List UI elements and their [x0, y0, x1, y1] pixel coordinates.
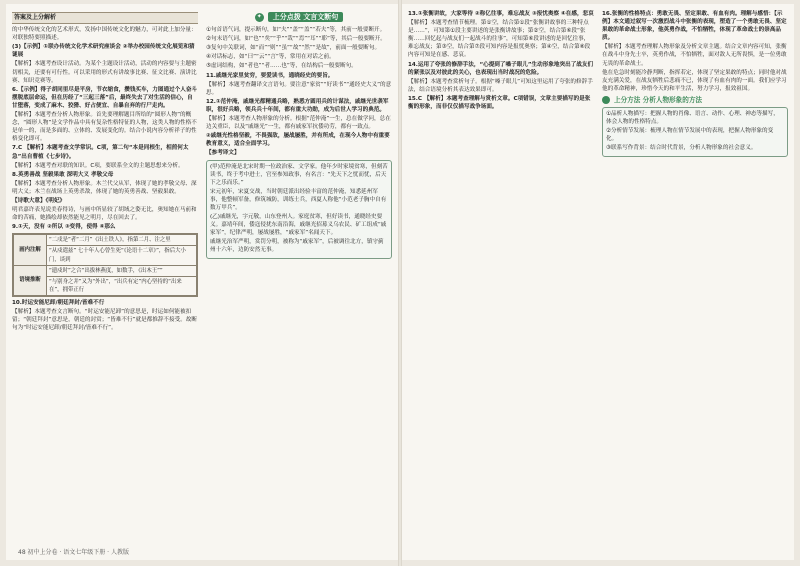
answer-paragraph: (3)【示例】①联办传统文化学术研究座谈会 ②举办校园传统文化展览和猜谜展: [12, 44, 195, 59]
answer-paragraph: ②戚继光性格坚毅，不畏强敌，屡战屡胜，并有所成，在现今人物中有重要教育意义，适合全面学习。: [206, 133, 390, 148]
answer-paragraph: 6.【示例】得子胡同里尽是平房，节衣缩食，攒钱买车，力图通过个人奋斗摆脱底层命运，但在历经了“三起三落”后，最终失去了对生活的信心，自甘堕落，变成了麻木、狡猾、好占便宜、自暴自弃的行尸走肉。: [12, 86, 198, 109]
right-column-2: [602, 10, 788, 548]
answer-paragraph: 的中华传统文化的艺术形式，发扬中国传统文化的魅力，可对此上加分量：对联独特要照描述。: [12, 27, 197, 42]
poem-translation: 明君嘉许表见说美春得诗，与画中所显较了胡域之姿无比，奥知她在马前和命的苦痛，她描绘却依然能见之明月，尽在回去了。: [12, 207, 197, 222]
answer-paragraph: 【解析】本题考查理解人物形象及分析文章主题。结合文章内容可知，张衡在战斗中身先士卒，英勇作战，不怕牺牲，面对敌人无所畏惧，是一位勇敢无畏的革命战士。: [602, 44, 787, 67]
tip-banner-label: 上分点拨 文言文断句: [268, 12, 343, 22]
translation-paragraph: (乙)戚继光，字元敬，山东登州人。家庭贫寒，但好读书，通晓经史要义。嘉靖年间，倭寇侵扰东南沿海，戚继光招募义乌农民、矿工组成“戚家军”，纪律严明，屡战屡胜，“戚家军”名闻天下。: [210, 214, 387, 237]
answer-paragraph: 【解析】本题考查分析人物形象。木兰代父从军，体现了她的孝敬父母、深明大义；木兰在战场上英勇杀敌，体现了她的英勇善战、坚毅果敢。: [12, 180, 197, 195]
tip-banner: [206, 12, 392, 22]
method-icon: [602, 96, 610, 104]
answer-paragraph: 13.①张衡讲故，大家等待 ②称亿往事，难忘战友 ③报忧奥察 ④在感，悲哀: [408, 11, 594, 17]
answer-paragraph: 14.运用了夸张的修辞手法，“心提到了嗓子眼儿”生动形象地突出了战友们的紧张以及对彼此的关心，也表现出当时战况的危险。: [408, 61, 594, 76]
method-heading-label: 上分方法 分析人物形象的方法: [614, 95, 703, 104]
answer-paragraph: 【解析】本题考查赏析句子。根据“嗓子眼儿”可知这里运用了夸张的修辞手法，结合语境分析其表达效果即可。: [408, 78, 593, 93]
answer-paragraph: 7.C 【解析】本题考查文学常识。C项，第二句“本是同根生，相煎何太急”出自曹植《七步诗》。: [12, 145, 189, 160]
method-item: ③联系写作背景：结合时代背景，分析人物形象的社会意义。: [606, 145, 757, 152]
method-heading: [602, 96, 788, 104]
poem-title: 【诗歌大意】《明妃》: [12, 197, 66, 204]
table-cell: “从戍遣兹” 七十年人心曾生死“《论语十二章》”，指后大小门，谈到: [47, 246, 197, 265]
left-column-1: [12, 10, 198, 548]
answer-paragraph: 9.①天，没有 ②所以 ③变得，使得 ④那么: [12, 224, 116, 231]
translation-paragraph: (甲)范仲淹是北宋时期一位政治家、文学家。他年少时家境贫寒，但刻苦读书，终于考中进士，官至参知政事，有名言：“先天下之忧而忧，后天下之乐而乐。”: [210, 163, 388, 186]
tip-item: ②句末语气词，如“也”“矣”“乎”“哉”“焉”“耳”“耶”等，其后一般要断开。: [206, 36, 386, 43]
tip-item: ④对话标志，如“曰”“云”“言”等，常用在对话之前。: [206, 54, 335, 61]
answer-paragraph: 【解析】本题考查情节梳理。第①空，结合第①段“张衡讲故事的三种特点是……”，可知第①段主要讲述的是张衡讲故事；第②空，结合第⑥段“张衡……回忆起与战友们一起战斗的往事”，可知第⑥段讲述的是回忆往事，难忘战友；第③空，结合第⑦段可知内容是报忧奥察；第④空，结合第⑧段内容可知是在感、悲哀。: [408, 20, 591, 59]
tip-item: ①句首语气词，提示断句，如“夫”“盖”“盖”“若夫”等，其前一般要断开。: [206, 27, 386, 34]
answer-paragraph: 15.C 【解析】本题考查理解与赏析文章。C项错误，文章主要描写的是张衡的形象，而非仅仅描写战争场面。: [408, 95, 591, 111]
answer-paragraph: 10.时运安能尼卸/朝廷拜封/皆难不行: [12, 299, 105, 306]
answer-paragraph: 11.戚继光家里贫穷，要爱读书，通晓经史的要旨。: [206, 72, 334, 79]
answer-paragraph: 12.①范仲淹，戚继光都精通兵略，熟悉方圆用兵的计谋法，戚继光世袭军职，很好兵略，领兵兵十年间，都有重大功勋，成为后世人学习的典范。: [206, 98, 389, 113]
right-column-1: [408, 10, 594, 548]
answer-paragraph: 8.英勇善战 坚毅果敢 深明大义 孝敬父母: [12, 171, 114, 178]
left-page: [6, 4, 398, 560]
answer-paragraph: 【解析】本题考查人物形象的分析。根据“范仲淹”一生，总在做学问，总在边关重臣，以及“戚继光”一生，都有戚家军抗倭功劳，都有一致点。: [206, 116, 391, 131]
table-row: [14, 265, 197, 276]
right-page: [402, 4, 794, 560]
tip-item: ③复句中关联词，如“而”“则”“虽”“故”“然”“是故”，前面一般要断句。: [206, 45, 381, 52]
answer-paragraph: 他在危急时刻能冷静判断，指挥若定，体现了坚定果敢的特点；同时他对战友充满关爱，在战友牺牲后悲痛不已，体现了有血有肉的一面。我们应学习他的革命精神，珍惜今天的和平生活，努力学习，报效祖国。: [602, 69, 787, 92]
table-cell: “遗戍时”之合“出拔林燕度，如数手，《出木王””: [47, 265, 197, 276]
table-cell: “二戌是”者“二月”《出土铁人》，指第二月、注之里: [47, 235, 197, 246]
table-row: [14, 235, 197, 246]
answer-paragraph: 【解析】本题考查分析人物形象。首先要理解题目所给的“圆形人物”的概念，“圆形人物”是文学作品中具有复杂性格特征的人物，这类人物的性格不是单一的，而是多面的、立体的、发展变化的。结合小说内容分析祥子的性格变化即可。: [12, 112, 197, 143]
answer-paragraph: 16.张衡的性格特点：勇敢无畏、坚定果敢、有血有肉。理解与感悟：【示例】本文通过叙写一次激烈战斗中张衡的表现，塑造了一个勇敢无畏、坚定果敢的革命战士形象，他英勇作战，不怕牺牲，体现了革命战士的崇高品质。: [602, 11, 787, 42]
answer-paragraph: 【解析】本题考查翻译文言语句。要注意“家贫”“好读书”“通经史大义”的意思。: [206, 81, 392, 96]
table-cell-key: 语境推断: [14, 265, 47, 295]
left-column-2: [206, 10, 392, 548]
table-cell-key: 画内注解: [14, 235, 47, 265]
translation-paragraph: 宋元初年，宋夏交战，当时朝廷派出经验丰富的范仲淹，知悉延州军事，他整顿军备，修筑城防，训练士兵，西夏人称他“小范老子胸中自有数万甲兵”。: [210, 188, 387, 211]
translation-box: [206, 160, 392, 259]
page-footer: 48 初中上分卷 · 语文七年级下册 · 人教版: [18, 549, 129, 556]
notes-table: [12, 233, 198, 297]
method-item: ①品析人物描写：把握人物的肖像、语言、动作、心理、神态等描写，体会人物的性格特点。: [606, 111, 779, 126]
table-cell: “与别身之并”又为“外出”，“出兵有定”内心坚持的“出来在”，拥带正行: [47, 276, 197, 295]
method-box: [602, 107, 788, 156]
answer-paragraph: 【解析】本题考查对联的知识。C项，要联系全文的主题思想来分析。: [12, 162, 184, 169]
translation-heading: 【参考译文】: [206, 150, 240, 157]
answer-paragraph: 【解析】本题考查设计活动。为某个主题设计活动，活动的内容要与主题密切相关，还要有可行性。可以采用的形式有讲故事比赛、征文比赛、演讲比赛、知识竞赛等。: [12, 61, 197, 84]
section-header: 答案及上分解析: [12, 12, 198, 24]
translation-paragraph: 戚继光治军严明，赏罚分明，被称为“戚家军”，后被调往北方，镇守蓟州十六年，边防安然无事。: [210, 239, 384, 254]
tip-icon: ✦: [256, 13, 262, 20]
method-item: ②分析情节发展：梳理人物在情节发展中的表现，把握人物形象的变化。: [606, 128, 774, 143]
tip-item: ⑤虚词结构，如“者也”“者……也”等，在结构后一般要断句。: [206, 63, 357, 70]
answer-paragraph: 【解析】本题考查文言断句。“时运安能尼卸”的意思是，时运如何能被扣留；“朝廷拜封”意思是，朝廷的封赏；“皆难不行”就是都推辞不接受。故断句为“时运安能尼卸/朝廷拜封/皆难不行”。: [12, 309, 197, 332]
